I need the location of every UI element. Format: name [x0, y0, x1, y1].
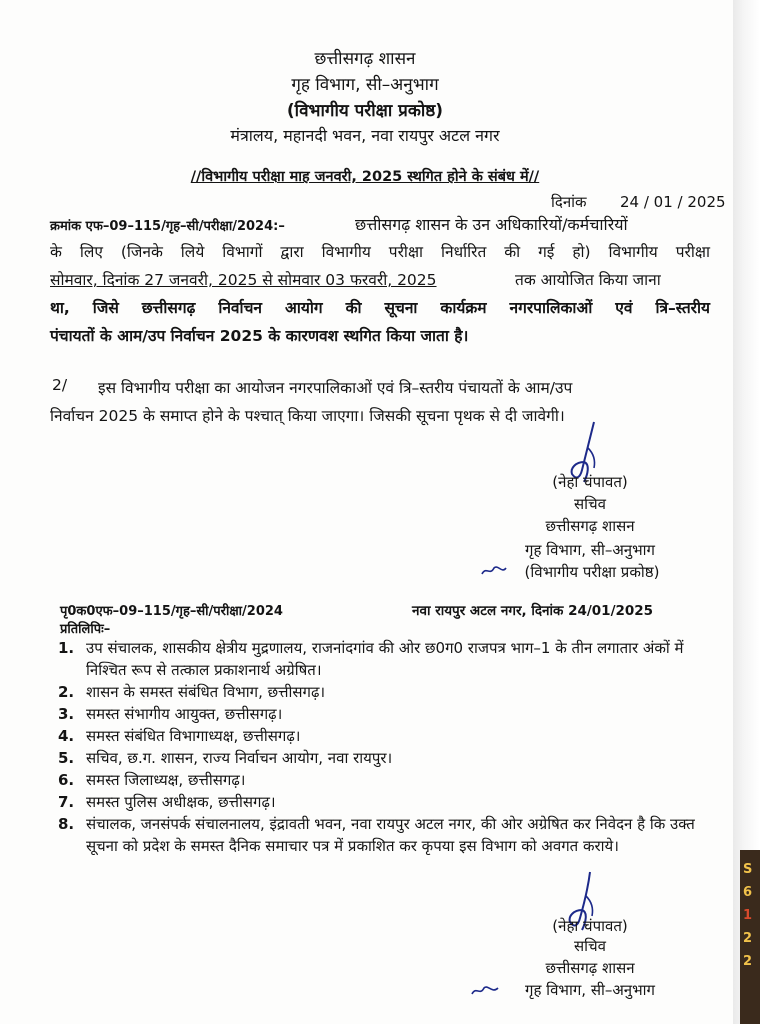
list-text: समस्त जिलाध्यक्ष, छत्तीसगढ़। [86, 771, 246, 789]
signatory-name: (नेहा चंपावत) [552, 473, 628, 491]
list-text: समस्त संभागीय आयुक्त, छत्तीसगढ़। [86, 705, 283, 723]
signatory-dept: गृह विभाग, सी–अनुभाग [525, 541, 655, 559]
reference-number: क्रमांक एफ–09–115/गृह–सी/परीक्षा/2024:– [50, 219, 285, 234]
header-department: गृह विभाग, सी–अनुभाग [291, 75, 439, 95]
para2-line-1: इस विभागीय परीक्षा का आयोजन नगरपालिकाओं एवं त्रि–स्तरीय पंचायतों के आम/उप [98, 379, 573, 397]
list-text: सचिव, छ.ग. शासन, राज्य निर्वाचन आयोग, नवा रायपुर। [86, 749, 393, 767]
signatory-name: (नेहा चंपावत) [552, 917, 628, 935]
list-text: उप संचालक, शासकीय क्षेत्रीय मुद्रणालय, राजनांदगांव की ओर छ0ग0 राजपत्र भाग–1 के तीन लगातार अंकों में निश्चित रूप से तत्काल प्रकाशनार्थ अग्रेषित। [86, 639, 684, 679]
strip-char: 2 [743, 931, 753, 946]
header-address: मंत्रालय, महानदी भवन, नवा रायपुर अटल नगर [230, 126, 500, 145]
header-cell: (विभागीय परीक्षा प्रकोष्ठ) [286, 101, 444, 121]
endorsement-place-date: नवा रायपुर अटल नगर, दिनांक 24/01/2025 [412, 603, 654, 619]
list-number: 3. [58, 705, 75, 723]
signatory-org: छत्तीसगढ़ शासन [545, 517, 635, 535]
copy-label: प्रतिलिपिः– [60, 622, 111, 637]
header-government: छत्तीसगढ़ शासन [314, 49, 416, 69]
date-label: दिनांक [551, 193, 587, 211]
list-number: 7. [58, 793, 75, 811]
list-text: समस्त पुलिस अधीक्षक, छत्तीसगढ़। [86, 793, 276, 811]
signatory-dept: गृह विभाग, सी–अनुभाग [525, 981, 655, 999]
list-number: 2. [58, 683, 75, 701]
signatory-designation: सचिव [574, 937, 606, 955]
para2-number: 2/ [52, 376, 68, 394]
body-line-2: के लिए (जिनके लिये विभागों द्वारा विभागीय परीक्षा निर्धारित की गई हो) विभागीय परीक्षा [50, 243, 710, 261]
body-line-3-rest: तक आयोजित किया जाना [515, 271, 661, 289]
body-exam-dates: सोमवार, दिनांक 27 जनवरी, 2025 से सोमवार 03 फरवरी, 2025 [50, 271, 437, 289]
list-item [58, 637, 698, 683]
endorsement-ref: पृ0क0एफ–09–115/गृह–सी/परीक्षा/2024 [60, 604, 283, 619]
strip-char: 2 [743, 954, 753, 969]
list-number: 5. [58, 749, 75, 767]
strip-char: 6 [743, 885, 753, 900]
subject-line: //विभागीय परीक्षा माह जनवरी, 2025 स्थगित होने के संबंध में// [190, 169, 540, 185]
signatory-cell: (विभागीय परीक्षा प्रकोष्ठ) [524, 563, 660, 581]
list-number: 6. [58, 771, 75, 789]
signatory-org: छत्तीसगढ़ शासन [545, 959, 635, 977]
list-number: 1. [58, 639, 75, 657]
list-text: समस्त संबंधित विभागाध्यक्ष, छत्तीसगढ़। [86, 727, 301, 745]
newspaper-strip-text [743, 858, 760, 973]
list-number: 8. [58, 815, 75, 833]
list-text: संचालक, जनसंपर्क संचालनालय, इंद्रावती भवन, नवा रायपुर अटल नगर, की ओर अग्रेषित कर निवेदन है कि उक्त सूचना को प्रदेश के समस्त दैनिक समाचार पत्र में प्रकाशित कर कृपया इस विभाग को अवगत कराये। [86, 815, 695, 855]
para2-line-2: निर्वाचन 2025 के समाप्त होने के पश्चात् किया जाएगा। जिसकी सूचना पृथक से दी जावेगी। [50, 407, 565, 425]
body-line-1: छत्तीसगढ़ शासन के उन अधिकारियों/कर्मचारियों [355, 215, 628, 234]
list-number: 4. [58, 727, 75, 745]
date-value: 24 / 01 / 2025 [620, 193, 726, 211]
strip-char: 1 [743, 908, 753, 923]
body-line-4: था, जिसे छत्तीसगढ़ निर्वाचन आयोग की सूचना कार्यक्रम नगरपालिकाओं एवं त्रि–स्तरीय [50, 299, 710, 317]
list-text: शासन के समस्त संबंधित विभाग, छत्तीसगढ़। [86, 683, 326, 701]
strip-char: S [743, 862, 753, 877]
body-line-5: पंचायतों के आम/उप निर्वाचन 2025 के कारणवश स्थगित किया जाता है। [50, 327, 469, 345]
signatory-designation: सचिव [574, 495, 606, 513]
